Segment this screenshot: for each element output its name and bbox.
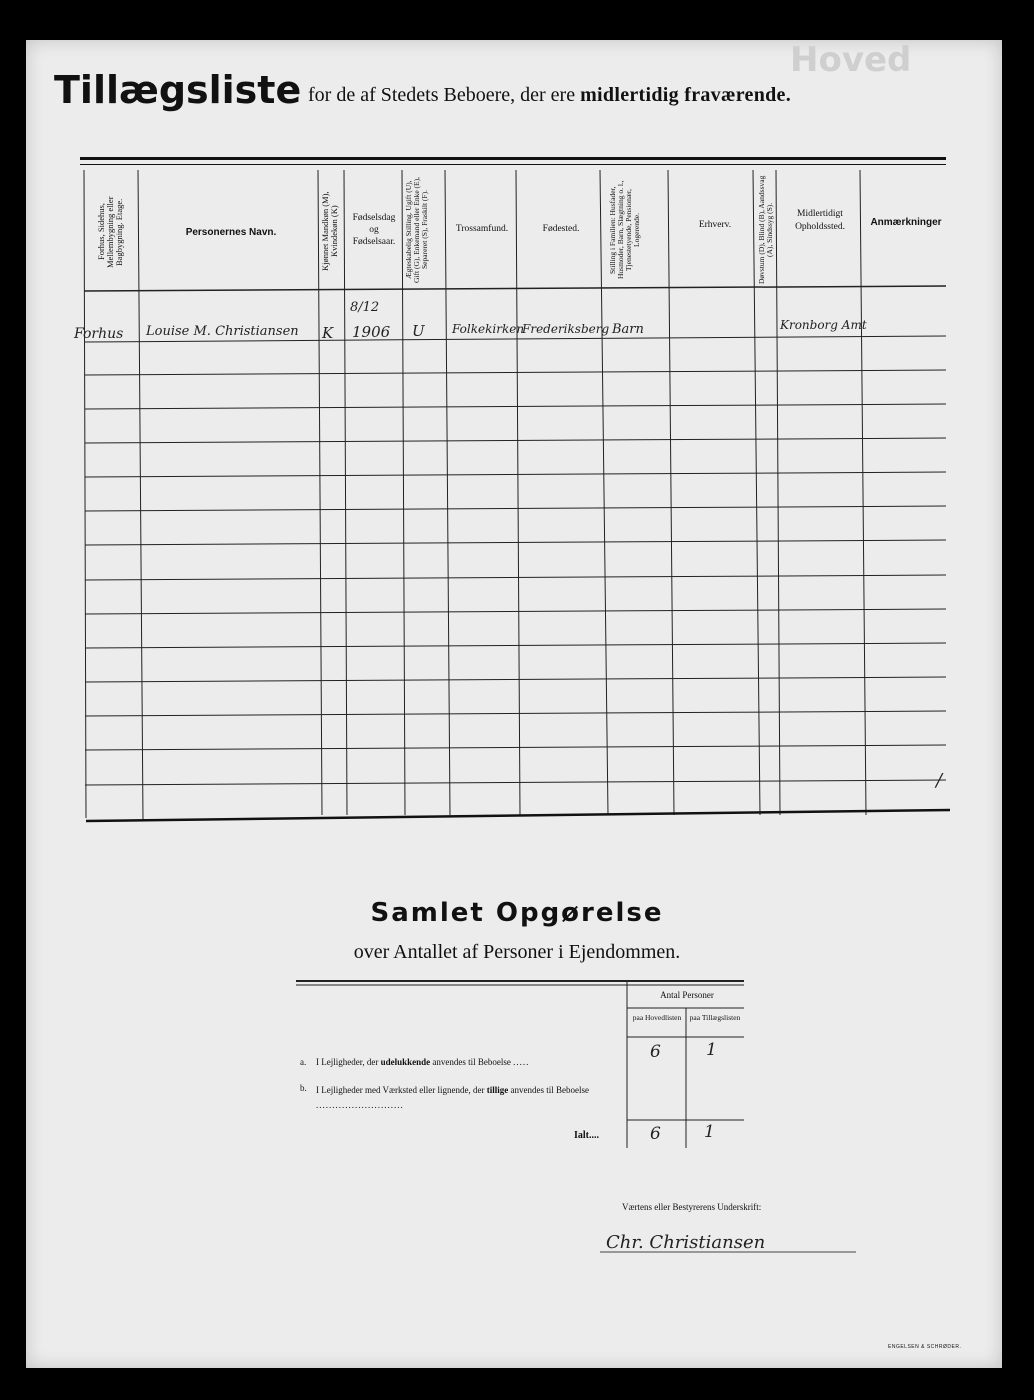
summary-row-b-label: b. bbox=[300, 1083, 307, 1093]
row-a-post: anvendes til Beboelse bbox=[432, 1057, 511, 1067]
summary-subtitle: over Antallet af Personer i Ejendommen. bbox=[353, 941, 681, 963]
summary-row-a-label: a. bbox=[300, 1057, 307, 1067]
row-a-bold: udelukkende bbox=[380, 1057, 431, 1067]
signature-label: Værtens eller Bestyrerens Underskrift: bbox=[622, 1202, 762, 1212]
summary-total-label: Ialt.... bbox=[574, 1130, 599, 1141]
summary-title: Samlet Opgørelse bbox=[370, 898, 664, 928]
col-header-name: Personernes Navn. bbox=[185, 227, 277, 238]
row-b-pre: I Lejligheder med Værksted eller lignende, der bbox=[316, 1085, 485, 1095]
row1-birthyear: 1906 bbox=[352, 323, 391, 341]
row-b-post: anvendes til Beboelse bbox=[510, 1085, 590, 1095]
col-header-disability: Døvstum (D), Blind (B), Aandssvag (A), Sindssyg (S). bbox=[757, 175, 774, 285]
col-header-temp-residence bbox=[778, 208, 862, 234]
row1-religion: Folkekirken bbox=[452, 322, 525, 336]
total-label-text: Ialt bbox=[574, 1130, 589, 1141]
row-a-pre: I Lejligheder, der bbox=[316, 1057, 379, 1067]
row1-sex: K bbox=[322, 324, 334, 342]
row1-building: Forhus bbox=[74, 326, 124, 342]
col-header-building: Forhus, Sidehus, Mellembygning eller Bagbygning. Etage. bbox=[96, 196, 124, 268]
summary-col-main: paa Hovedlisten bbox=[632, 1013, 682, 1022]
printer-imprint: ENGELSEN & SCHRØDER. bbox=[888, 1344, 962, 1350]
col-header-marital: Ægteskabelig Stilling. Ugift (U), Gift (G), Enkemand eller Enke (E), Separeret (S), Fraskilt (F). bbox=[404, 177, 429, 283]
subtitle-text: for de af Stedets Beboere, der ere bbox=[308, 84, 576, 106]
summary-a-supplement: 1 bbox=[706, 1040, 717, 1060]
temp-line1: Midlertidigt bbox=[797, 209, 843, 219]
col-header-birthplace: Fødested. bbox=[542, 224, 580, 234]
birth-line2: og bbox=[369, 225, 379, 235]
col-header-remarks: Anmærkninger bbox=[870, 217, 942, 228]
row1-birthplace: Frederiksberg bbox=[522, 322, 610, 336]
summary-total-main: 6 bbox=[650, 1124, 661, 1144]
faint-stamp: Hoved bbox=[790, 40, 912, 80]
summary-row-a-text: I Lejligheder, der udelukkende anvendes til Beboelse ..... bbox=[316, 1057, 530, 1067]
summary-col-group: Antal Personer bbox=[660, 990, 714, 1000]
col-header-sex: Kjønnet Mandkøn (M), Kvindekøn (K) bbox=[320, 191, 339, 271]
signature: Chr. Christiansen bbox=[606, 1232, 766, 1253]
summary-row-b-text: I Lejligheder med Værksted eller lignende, der tillige anvendes til Beboelse ........................... bbox=[316, 1085, 590, 1110]
summary-total-supplement: 1 bbox=[704, 1122, 715, 1142]
col-header-birth bbox=[346, 212, 402, 248]
subtitle-bold: midlertidig fraværende. bbox=[580, 84, 792, 106]
col-header-family: Stilling i Familien: Husfader, Husmoder, Barn, Slægtning o. l., Tjenestetyende, Pensionær, Logerende. bbox=[608, 180, 641, 280]
remark-mark: / bbox=[936, 770, 943, 791]
row1-name: Louise M. Christiansen bbox=[146, 324, 299, 339]
birth-line3: Fødselsaar. bbox=[352, 237, 396, 247]
birth-line1: Fødselsdag bbox=[352, 213, 396, 223]
col-header-occupation: Erhverv. bbox=[698, 220, 732, 230]
summary-a-main: 6 bbox=[650, 1042, 661, 1062]
row1-family: Barn bbox=[612, 322, 644, 337]
form-title: Tillægsliste bbox=[54, 68, 302, 112]
row1-marital: U bbox=[412, 322, 425, 340]
row-b-bold: tillige bbox=[486, 1085, 509, 1095]
col-header-religion: Trossamfund. bbox=[455, 224, 509, 234]
summary-col-supplement: paa Tillægslisten bbox=[689, 1013, 741, 1022]
temp-line2: Opholdssted. bbox=[795, 222, 845, 232]
row1-temp-place: Kronborg Amt bbox=[780, 318, 867, 332]
row1-birthdate: 8/12 bbox=[350, 300, 380, 315]
